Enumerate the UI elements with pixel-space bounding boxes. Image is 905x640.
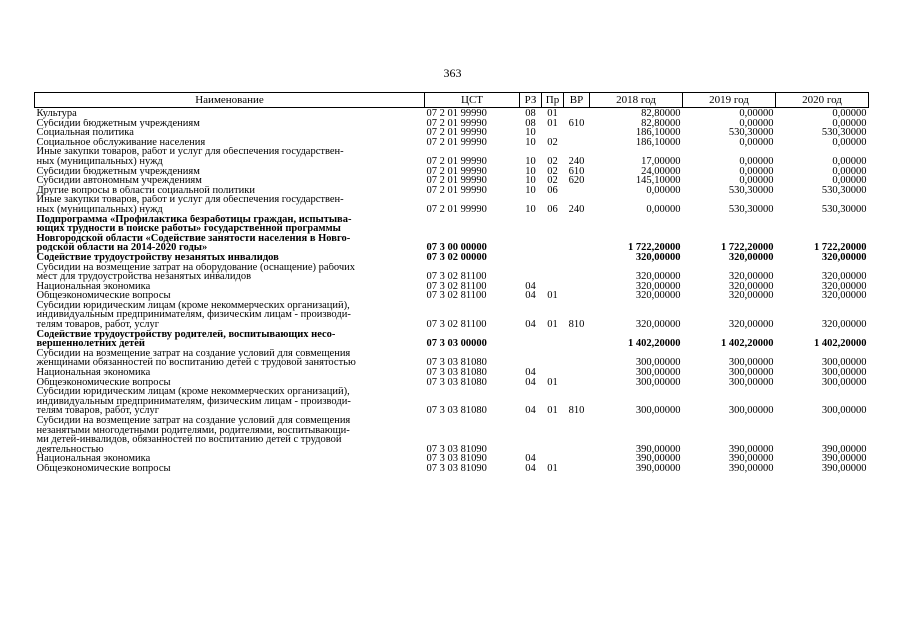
row-vr <box>564 330 590 349</box>
row-value-2018: 186,10000 <box>635 128 681 138</box>
row-vr <box>564 378 590 388</box>
table-row <box>35 176 869 186</box>
table-row <box>35 186 869 196</box>
row-pr: 06 <box>547 203 558 215</box>
row-vr <box>564 263 590 282</box>
row-name: Субсидии бюджетным учреждениям <box>36 166 200 177</box>
row-cst: 07 3 03 81080 <box>426 368 487 378</box>
row-value-2018: 82,80000 <box>641 108 681 119</box>
row-pr: 02 <box>547 137 558 148</box>
budget-table <box>34 92 869 474</box>
table-row <box>35 263 869 282</box>
row-value-2019: 0,00000 <box>739 176 774 186</box>
row-vr <box>564 253 590 263</box>
row-cst: 07 3 02 81100 <box>426 319 487 330</box>
row-value-2020: 300,00000 <box>821 405 867 416</box>
row-pr <box>542 454 564 464</box>
row-value-2020: 0,00000 <box>832 118 867 129</box>
row-cst: 07 3 02 00000 <box>426 252 487 263</box>
row-vr <box>564 454 590 464</box>
row-pr: 01 <box>547 108 558 119</box>
table-row <box>35 282 869 292</box>
row-pr: 01 <box>547 405 558 416</box>
row-value-2020: 390,00000 <box>821 463 867 474</box>
row-vr: 620 <box>568 176 585 186</box>
row-pr <box>542 215 564 253</box>
row-name: Содействие трудоустройству незанятых инвалидов <box>36 252 279 263</box>
row-value-2020: 530,30000 <box>821 185 867 196</box>
row-value-2019: 0,00000 <box>739 155 774 167</box>
row-rz: 04 <box>525 377 536 388</box>
row-vr <box>564 138 590 148</box>
row-pr: 01 <box>547 118 558 129</box>
row-vr <box>564 282 590 292</box>
row-vr <box>564 186 590 196</box>
row-cst: 07 3 03 81080 <box>426 377 487 388</box>
row-name: Культура <box>36 108 77 119</box>
table-row <box>35 349 869 368</box>
header-2018: 2018 год <box>590 93 683 108</box>
header-cst: ЦСТ <box>425 93 520 108</box>
row-value-2020: 530,30000 <box>821 128 867 138</box>
row-rz: 04 <box>525 454 536 464</box>
table-header-row <box>35 93 869 108</box>
row-value-2018: 0,00000 <box>646 203 681 215</box>
row-cst: 07 3 00 00000 <box>426 242 487 253</box>
row-value-2020: 0,00000 <box>832 166 867 177</box>
row-rz: 04 <box>525 405 536 416</box>
row-value-2018: 390,00000 <box>635 454 681 464</box>
row-value-2020: 530,30000 <box>821 203 867 215</box>
row-vr <box>564 108 590 119</box>
row-rz: 08 <box>525 108 536 119</box>
row-rz <box>520 215 542 253</box>
row-value-2020: 320,00000 <box>821 252 867 263</box>
row-pr: 01 <box>547 463 558 474</box>
row-value-2018: 300,00000 <box>635 405 681 416</box>
row-vr <box>564 215 590 253</box>
row-cst: 07 2 01 99990 <box>426 128 487 138</box>
row-cst: 07 3 03 81080 <box>426 357 487 369</box>
row-name: Субсидии автономным учреждениям <box>36 176 202 186</box>
row-pr <box>542 263 564 282</box>
row-value-2020: 320,00000 <box>821 319 867 330</box>
row-rz: 10 <box>525 137 536 148</box>
row-cst: 07 2 01 99990 <box>426 203 487 215</box>
header-rz: РЗ <box>520 93 542 108</box>
table-row <box>35 416 869 454</box>
row-cst: 07 3 02 81100 <box>426 271 487 282</box>
row-value-2018: 320,00000 <box>635 319 681 330</box>
row-name: Субсидии на возмещение затрат на оборудование (оснащение) рабочих мест для трудоустройства незанятых инвалидов <box>36 262 356 282</box>
row-cst: 07 2 01 99990 <box>426 176 487 186</box>
row-name: Иные закупки товаров, работ и услуг для обеспечения государствен- ных (муниципальных) нужд <box>36 147 344 167</box>
row-value-2018: 320,00000 <box>635 281 681 292</box>
row-cst: 07 2 01 99990 <box>426 185 487 196</box>
row-pr: 01 <box>547 319 558 330</box>
row-pr <box>542 416 564 454</box>
row-vr <box>564 464 590 474</box>
row-rz: 10 <box>525 128 536 138</box>
row-vr: 610 <box>568 166 585 177</box>
row-rz <box>520 416 542 454</box>
header-2019: 2019 год <box>683 93 776 108</box>
row-name: Субсидии бюджетным учреждениям <box>36 118 200 129</box>
row-value-2019: 1 722,20000 <box>721 242 774 253</box>
page-number: 363 <box>443 66 462 80</box>
row-value-2018: 390,00000 <box>635 443 681 455</box>
table-row <box>35 128 869 138</box>
row-name: Другие вопросы в области социальной политики <box>36 185 255 196</box>
row-name: Социальное обслуживание населения <box>36 137 206 148</box>
row-rz: 04 <box>525 319 536 330</box>
row-value-2020: 320,00000 <box>821 291 867 301</box>
row-value-2020: 390,00000 <box>821 443 867 455</box>
row-name: Иные закупки товаров, работ и услуг для обеспечения государствен- ных (муниципальных) нужд <box>36 195 344 215</box>
row-value-2019: 300,00000 <box>728 357 774 369</box>
table-row <box>35 291 869 301</box>
row-value-2019: 1 402,20000 <box>721 338 774 349</box>
row-value-2020: 0,00000 <box>832 155 867 167</box>
row-value-2019: 300,00000 <box>728 405 774 416</box>
table-row <box>35 454 869 464</box>
row-cst: 07 2 01 99990 <box>426 166 487 177</box>
header-pr: Пр <box>542 93 564 108</box>
row-cst: 07 3 02 81100 <box>426 291 487 301</box>
row-name: Содействие трудоустройству родителей, воспитывающих несо- вершеннолетних детей <box>36 329 336 349</box>
row-pr: 01 <box>547 291 558 301</box>
row-value-2018: 82,80000 <box>641 118 681 129</box>
header-vr: ВР <box>564 93 590 108</box>
row-name: Субсидии юридическим лицам (кроме некоммерческих организаций), индивидуальным предпринимателям, физическим лицам - производи- телям товаров, работ, услуг <box>36 387 351 416</box>
row-value-2019: 300,00000 <box>728 377 774 388</box>
table-row <box>35 138 869 148</box>
row-vr: 810 <box>568 319 585 330</box>
row-value-2018: 1 402,20000 <box>628 338 681 349</box>
row-pr <box>542 368 564 378</box>
row-rz: 04 <box>525 281 536 292</box>
row-value-2020: 300,00000 <box>821 357 867 369</box>
table-row <box>35 108 869 119</box>
row-rz: 08 <box>525 118 536 129</box>
row-value-2020: 300,00000 <box>821 377 867 388</box>
row-pr <box>542 330 564 349</box>
row-cst: 07 3 03 81090 <box>426 454 487 464</box>
row-value-2019: 390,00000 <box>728 463 774 474</box>
table-row <box>35 119 869 129</box>
row-value-2020: 300,00000 <box>821 368 867 378</box>
row-value-2019: 390,00000 <box>728 454 774 464</box>
table-row <box>35 215 869 253</box>
table-row <box>35 387 869 416</box>
row-cst: 07 2 01 99990 <box>426 118 487 129</box>
row-cst: 07 3 03 81090 <box>426 443 487 455</box>
row-value-2019: 320,00000 <box>728 271 774 282</box>
row-pr <box>542 282 564 292</box>
row-vr <box>564 368 590 378</box>
row-value-2019: 530,30000 <box>728 185 774 196</box>
row-value-2018: 1 722,20000 <box>628 242 681 253</box>
row-value-2019: 320,00000 <box>728 252 774 263</box>
row-name: Национальная экономика <box>36 281 151 292</box>
row-rz <box>520 263 542 282</box>
row-vr: 610 <box>568 118 585 129</box>
table-row <box>35 195 869 214</box>
row-value-2018: 186,10000 <box>635 137 681 148</box>
row-vr: 240 <box>568 203 585 215</box>
row-value-2019: 530,30000 <box>728 128 774 138</box>
row-pr: 02 <box>547 155 558 167</box>
row-cst: 07 2 01 99990 <box>426 108 487 119</box>
table-row <box>35 464 869 474</box>
row-name: Общеэкономические вопросы <box>36 377 171 388</box>
table-row <box>35 378 869 388</box>
row-value-2018: 24,00000 <box>641 166 681 177</box>
row-rz: 04 <box>525 368 536 378</box>
row-value-2019: 0,00000 <box>739 137 774 148</box>
row-pr: 02 <box>547 166 558 177</box>
row-name: Общеэкономические вопросы <box>36 463 171 474</box>
row-cst: 07 3 03 81080 <box>426 405 487 416</box>
row-vr <box>564 416 590 454</box>
row-value-2018: 320,00000 <box>635 271 681 282</box>
row-value-2018: 320,00000 <box>635 291 681 301</box>
row-value-2019: 320,00000 <box>728 291 774 301</box>
row-value-2020: 320,00000 <box>821 281 867 292</box>
row-value-2019: 390,00000 <box>728 443 774 455</box>
row-rz: 10 <box>525 176 536 186</box>
row-name: Субсидии юридическим лицам (кроме некоммерческих организаций), индивидуальным предпринимателям, физическим лицам - производи- телям товаров, работ, услуг <box>36 300 351 330</box>
row-vr <box>564 291 590 301</box>
row-value-2018: 300,00000 <box>635 357 681 369</box>
row-value-2020: 0,00000 <box>832 176 867 186</box>
row-value-2020: 1 402,20000 <box>814 338 867 349</box>
table-row <box>35 301 869 330</box>
row-rz: 10 <box>525 166 536 177</box>
row-name: Национальная экономика <box>36 454 151 464</box>
row-pr: 06 <box>547 185 558 196</box>
row-value-2020: 1 722,20000 <box>814 242 867 253</box>
row-value-2019: 530,30000 <box>728 203 774 215</box>
row-pr <box>542 253 564 263</box>
row-cst: 07 3 03 00000 <box>426 338 487 349</box>
row-rz: 04 <box>525 291 536 301</box>
row-rz <box>520 330 542 349</box>
row-value-2018: 390,00000 <box>635 463 681 474</box>
row-value-2020: 390,00000 <box>821 454 867 464</box>
row-cst: 07 2 01 99990 <box>426 137 487 148</box>
row-value-2018: 0,00000 <box>646 185 681 196</box>
row-vr: 810 <box>568 405 585 416</box>
row-rz: 04 <box>525 463 536 474</box>
row-name: Субсидии на возмещение затрат на создание условий для совмещения незанятыми многодетными родителями, родителями, воспитывающи- ми детей-инвалидов, обязанностей по воспитанию детей с трудовой деятельностью <box>36 416 351 455</box>
row-value-2018: 145,10000 <box>635 176 681 186</box>
row-value-2019: 0,00000 <box>739 166 774 177</box>
row-rz <box>520 253 542 263</box>
row-vr <box>564 349 590 368</box>
row-value-2018: 320,00000 <box>635 252 681 263</box>
row-value-2020: 0,00000 <box>832 108 867 119</box>
row-name: Социальная политика <box>36 128 134 138</box>
header-2020: 2020 год <box>776 93 869 108</box>
row-rz: 10 <box>525 185 536 196</box>
table-row <box>35 147 869 166</box>
row-value-2019: 300,00000 <box>728 368 774 378</box>
row-value-2020: 0,00000 <box>832 137 867 148</box>
row-value-2019: 0,00000 <box>739 108 774 119</box>
row-value-2018: 300,00000 <box>635 368 681 378</box>
row-pr: 01 <box>547 377 558 388</box>
table-row <box>35 167 869 177</box>
header-name: Наименование <box>35 93 425 108</box>
row-value-2018: 17,00000 <box>641 155 681 167</box>
row-rz: 10 <box>525 203 536 215</box>
row-name: Подпрограмма «Профилактика безработицы граждан, испытыва- ющих трудности в поиске работы» государственной программы Новгородской области «Содействие занятости населения в Новго- родской области на 2014-2020 годы» <box>36 214 352 253</box>
row-name: Общеэкономические вопросы <box>36 291 171 301</box>
row-pr <box>542 349 564 368</box>
row-cst: 07 3 03 81090 <box>426 463 487 474</box>
row-value-2019: 0,00000 <box>739 118 774 129</box>
row-pr <box>542 128 564 138</box>
row-value-2018: 300,00000 <box>635 377 681 388</box>
row-vr: 240 <box>568 155 585 167</box>
row-name: Субсидии на возмещение затрат на создание условий для совмещения женщинами обязанностей по воспитанию детей с трудовой занятостью <box>36 348 356 369</box>
row-rz: 10 <box>525 155 536 167</box>
table-row <box>35 330 869 349</box>
row-cst: 07 3 02 81100 <box>426 281 487 292</box>
row-pr: 02 <box>547 176 558 186</box>
row-name: Национальная экономика <box>36 368 151 378</box>
row-value-2019: 320,00000 <box>728 319 774 330</box>
table-row <box>35 253 869 263</box>
row-vr <box>564 128 590 138</box>
row-cst: 07 2 01 99990 <box>426 155 487 167</box>
row-rz <box>520 349 542 368</box>
table-row <box>35 368 869 378</box>
row-value-2020: 320,00000 <box>821 271 867 282</box>
row-value-2019: 320,00000 <box>728 281 774 292</box>
